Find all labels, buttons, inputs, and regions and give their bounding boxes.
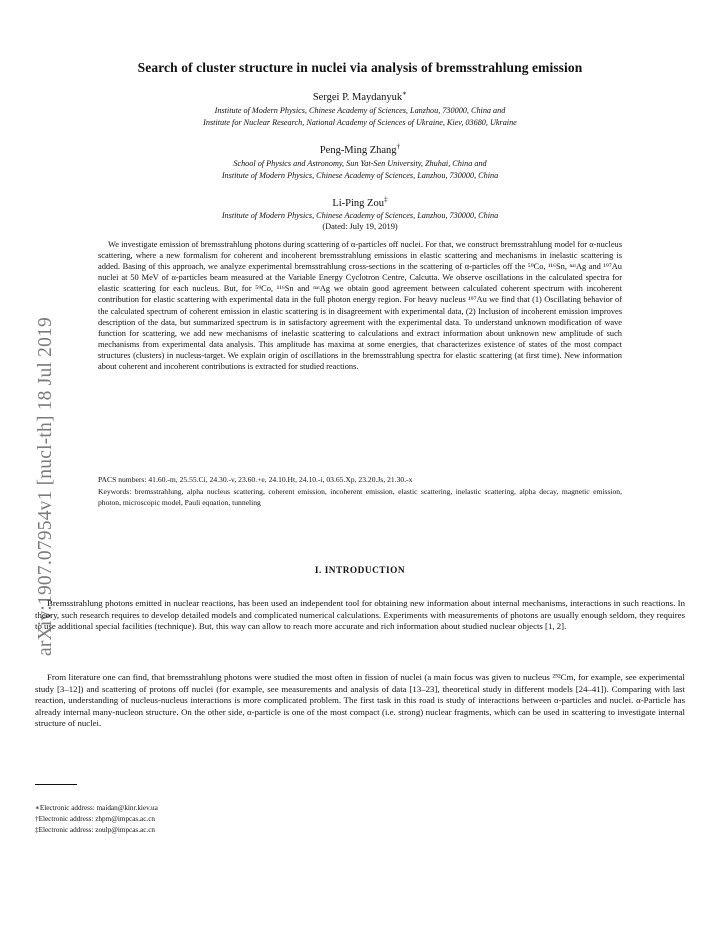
author-2-affiliation-2: Institute of Modern Physics, Chinese Academy of Sciences, Lanzhou, 730000, China <box>221 171 499 180</box>
paper-title: Search of cluster structure in nuclei via analysis of bremsstrahlung emission <box>137 60 583 75</box>
arxiv-stamp <box>8 236 56 656</box>
abstract: We investigate emission of bremsstrahlung photons during scattering of α-particles off nuclei. For that, we construct bremsstrahlung model for α-nucleus scattering, where a new formalism for coherent and incoherent bremsstrahlung emissions in elastic scattering and mechanisms in inelastic scattering is added. Basing of this approach, we analyze experimental bremsstrahlung cross-sections in the scattering of α-particles off the ⁵⁹Co, ¹¹⁶Sn, ⁿᵃᵗAg and ¹⁹⁷Au nuclei at 50 MeV of α-particles beam measured at the Variable Energy Cyclotron Centre, Calcutta. We observe oscillations in the calculated spectra for elastic scattering for each nucleus. But, for ⁵⁹Co, ¹¹⁶Sn and ⁿᵃᵗAg we obtain good agreement between calculated coherent spectrum with incoherent contribution for elastic scattering with experimental data in the full photon energy region. For heavy nucleus ¹⁹⁷Au we find that (1) Oscillating behavior of the calculated spectrum of coherent emission in elastic scattering is in disagreement with experimental data, (2) Inclusion of incoherent emission improves description of the data, but summarized spectrum is in satisfactory agreement with the experimental data. To understand unknown modification of wave function for scattering, we add new mechanisms of inelastic scattering to calculations and extract information about unknown new amplitude of such mechanisms from experimental data analysis. This amplitude has maxima at some energies, that characterizes existence of states of the most compact structures (clusters) in nucleus-target. We explain origin of oscillations in the bremsstrahlung spectra for elastic scattering (at first time). New information about coherent and incoherent contributions is extracted for studied reactions. <box>98 240 622 372</box>
keywords: Keywords: bremsstrahlung, alpha nucleus scattering, coherent emission, incoherent emission, elastic scattering, inelastic scattering, alpha decay, magnetic emission, photon, microscopic model, Pauli equation, tunneling <box>98 487 622 507</box>
intro-paragraph-2: From literature one can find, that bremsstrahlung photons were studied the most often in fission of nuclei (a main focus was given to nucleus ²⁵²Cm, for example, see experimental study [3–12]) and scattering of protons off nuclei (for example, see measurements and analysis of data [13–23], theoretical study in different models [24–41]). Comparing with last reaction, understanding of nucleus-nucleus interactions is more complicated problem. The first task in this road is study of interactions between α-particles and nuclei. α-Particle has already internal many-nucleon structure. On the other side, α-particle is one of the most compact (i.e. strong) nuclear fragments, which can be used in scattering to investigate internal structure of nuclei. <box>35 672 685 729</box>
author-name: Li-Ping Zou <box>332 198 384 209</box>
arxiv-identifier[interactable]: arXiv:1907.07954v1 [nucl-th] 18 Jul 2019 <box>35 317 56 656</box>
author-3-affiliation-1: Institute of Modern Physics, Chinese Academy of Sciences, Lanzhou, 730000, China <box>221 211 499 220</box>
author-1-affiliation-1: Institute of Modern Physics, Chinese Academy of Sciences, Lanzhou, 730000, China and <box>214 106 506 115</box>
intro-paragraph-1: Bremsstrahlung photons emitted in nuclear reactions, has been used an independent tool for obtaining new information about internal mechanisms, interactions in such reactions. In theory, such research requires to develop detailed models and complicated numerical calculations. Experiments with measurements of photons are usually enough seldom, they requires to use additional special facilities (technique). But, this way can allow to reach more accurate and rich information about studied nuclear objects [1, 2]. <box>35 598 685 632</box>
footnote-3: ‡Electronic address: zoulp@impcas.ac.cn <box>35 826 155 834</box>
author-3 <box>60 194 660 209</box>
author-1 <box>60 88 660 103</box>
footnote-rule <box>35 784 77 785</box>
author-mark: † <box>396 141 401 151</box>
author-1-affiliation-2: Institute for Nuclear Research, National Academy of Sciences of Ukraine, Kiev, 03680, Ukraine <box>203 118 517 127</box>
date-line: (Dated: July 19, 2019) <box>322 222 398 231</box>
author-2 <box>60 141 660 156</box>
author-mark: ‡ <box>383 194 388 204</box>
author-2-affiliation-1: School of Physics and Astronomy, Sun Yat-Sen University, Zhuhai, China and <box>233 159 487 168</box>
pacs-numbers: PACS numbers: 41.60.-m, 25.55.Ci, 24.30.-v, 23.60.+e, 24.10.Ht, 24.10.-i, 03.65.Xp, 23.20.Js, 21.30.-x <box>98 475 413 484</box>
author-name: Peng-Ming Zhang <box>319 145 397 156</box>
footnote-1: ∗Electronic address: maidan@kinr.kiev.ua <box>35 804 158 812</box>
section-heading-introduction: I. INTRODUCTION <box>314 566 406 576</box>
author-mark: ∗ <box>402 88 408 98</box>
author-name: Sergei P. Maydanyuk <box>312 92 403 103</box>
footnote-2: †Electronic address: zhpm@impcas.ac.cn <box>35 815 155 823</box>
